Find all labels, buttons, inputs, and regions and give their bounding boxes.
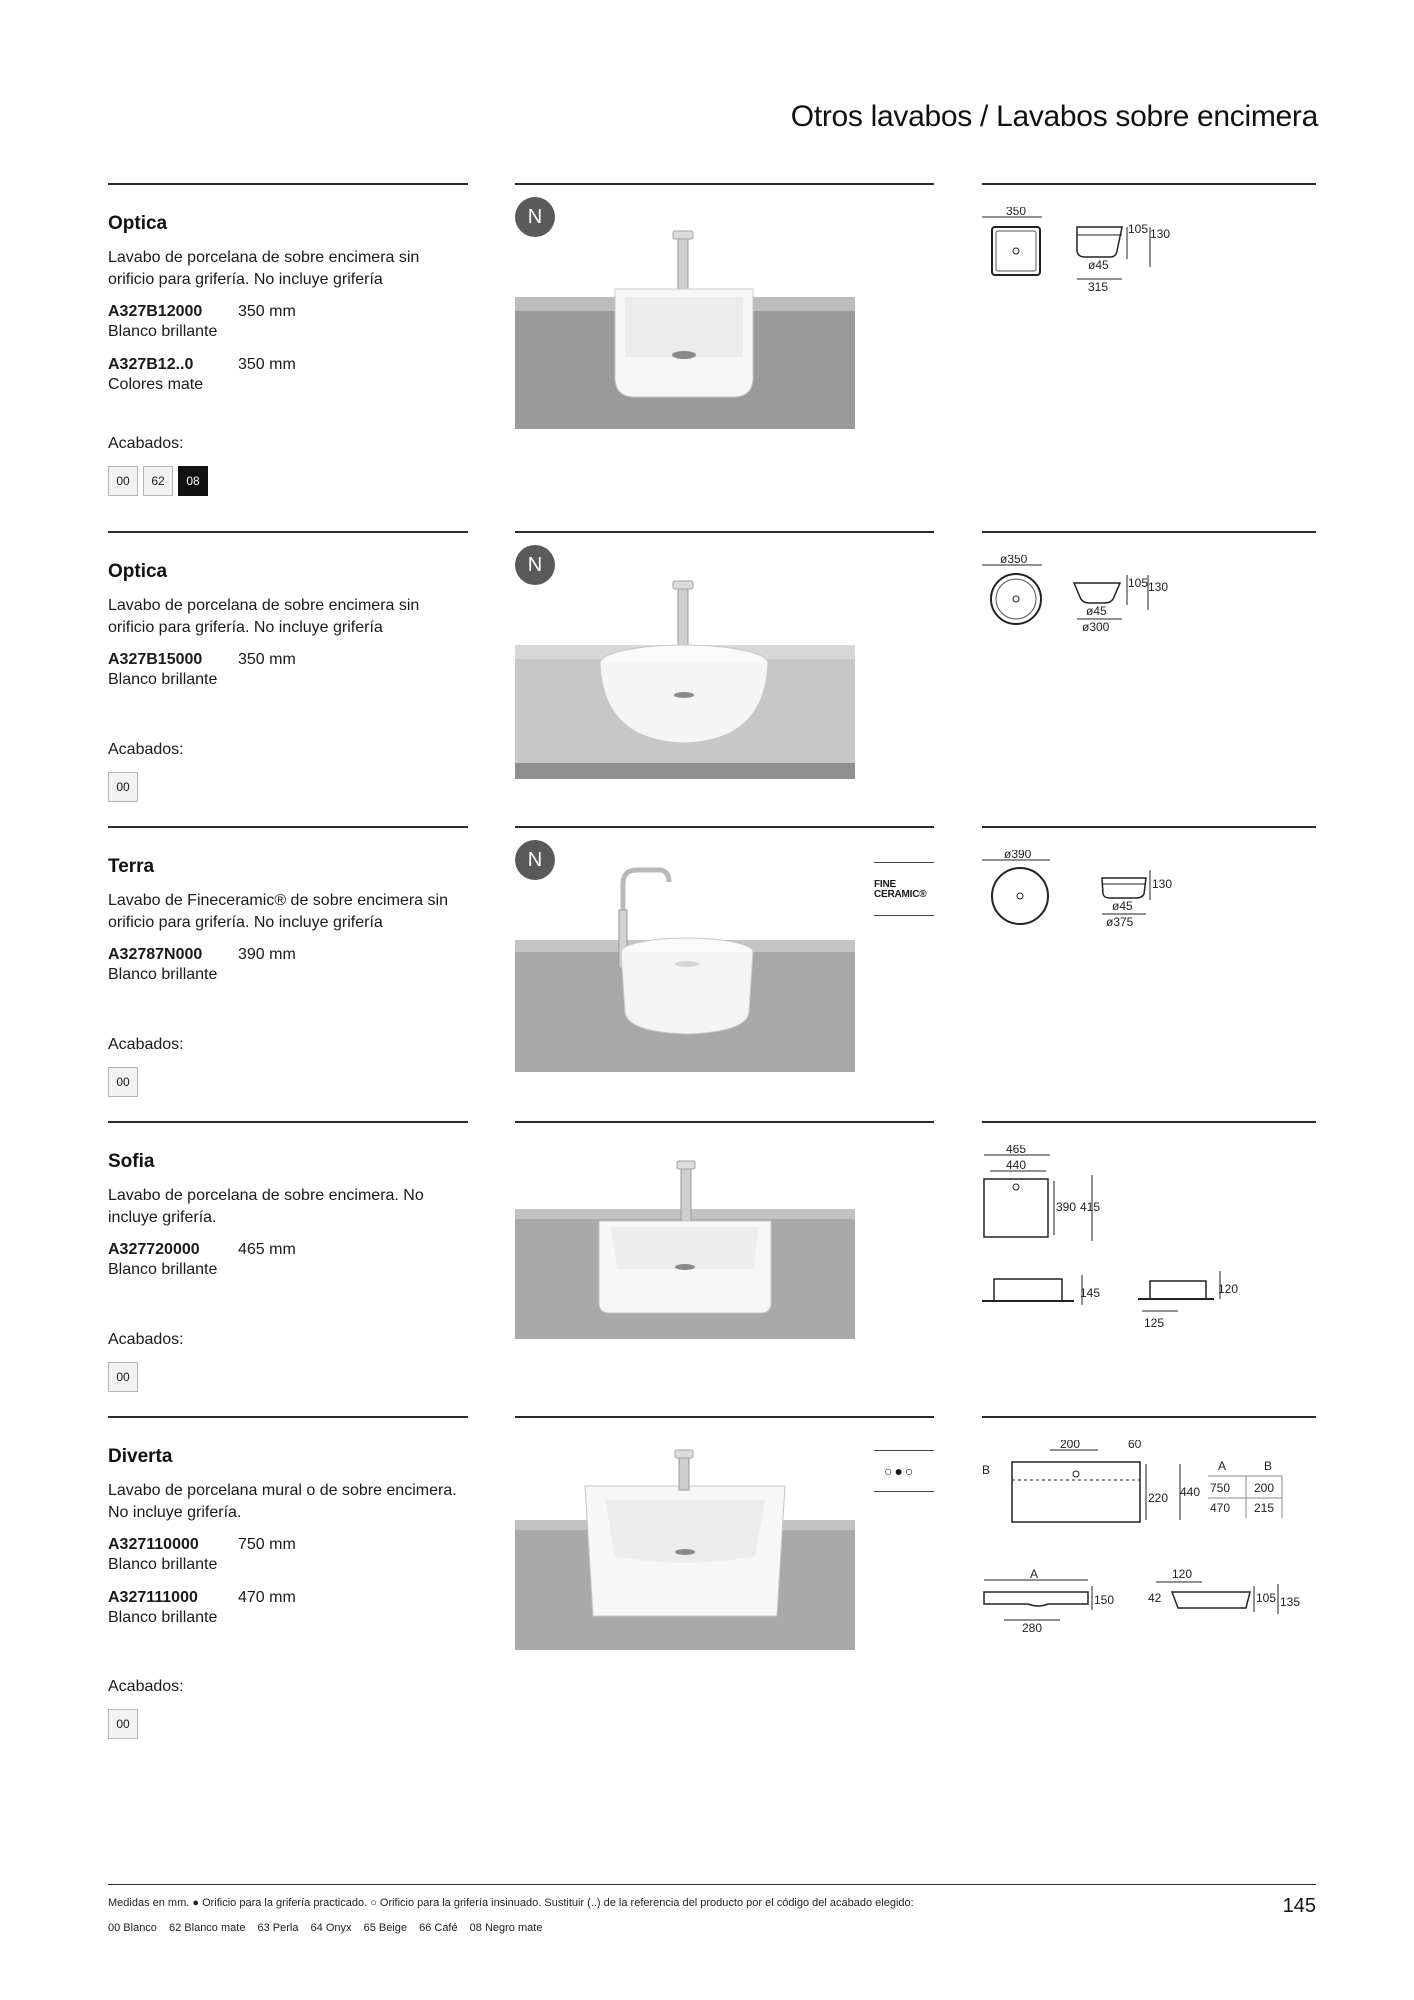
divider: [108, 1416, 468, 1418]
product-code-entry: [108, 1240, 468, 1280]
finish-swatches: [108, 1362, 138, 1392]
finishes-label: Acabados:: [108, 435, 184, 452]
product-finish: Blanco brillante: [108, 1556, 218, 1573]
table-header: A: [1218, 1459, 1227, 1473]
dimension-drawing: [982, 207, 1316, 317]
dim-label: 135: [1280, 1595, 1301, 1609]
product-name: Optica: [108, 213, 168, 234]
product-name: Terra: [108, 856, 155, 877]
product-diverta: [108, 1416, 1316, 1731]
dim-label: 440: [1180, 1485, 1201, 1499]
product-size: 465 mm: [238, 1241, 296, 1258]
finishes-label: Acabados:: [108, 1036, 184, 1053]
divider: [982, 531, 1316, 533]
finishes-label: Acabados:: [108, 1678, 184, 1695]
footer-divider: [108, 1884, 1316, 1885]
divider: [515, 1416, 934, 1418]
product-photo: [515, 1430, 855, 1670]
dim-label: ø45: [1086, 604, 1107, 618]
finish-swatches: [108, 1709, 138, 1739]
finish-swatch: 00: [108, 1067, 138, 1097]
table-header: B: [1264, 1459, 1273, 1473]
finishes-label: Acabados:: [108, 741, 184, 758]
new-badge: N: [515, 840, 555, 880]
divider: [982, 183, 1316, 185]
dim-label: 465: [1006, 1145, 1027, 1156]
table-cell: 215: [1254, 1501, 1275, 1515]
dim-label: A: [1030, 1567, 1039, 1581]
product-optica-square: [108, 183, 1316, 488]
new-badge: N: [515, 197, 555, 237]
finish-swatch: 00: [108, 466, 138, 496]
finish-swatch: 00: [108, 1709, 138, 1739]
footnote: Medidas en mm. ● Orificio para la grifería practicado. ○ Orificio para la grifería insinuado. Sustituir (..) de la referencia del producto por el código del acabado elegido:: [108, 1897, 914, 1909]
page-number: 145: [1282, 1895, 1316, 1917]
product-size: 350 mm: [238, 303, 296, 320]
dim-label: 120: [1218, 1282, 1239, 1296]
finish-legend: [108, 1922, 551, 1934]
legend-item: 08 Negro mate: [469, 1922, 543, 1934]
divider: [108, 1121, 468, 1123]
product-name: Diverta: [108, 1446, 173, 1467]
dim-label: 105: [1256, 1591, 1277, 1605]
product-code: A327110000: [108, 1536, 199, 1553]
dim-label: 415: [1080, 1200, 1101, 1214]
dim-label: 220: [1148, 1491, 1169, 1505]
finish-swatch: 08: [178, 466, 208, 496]
product-photo: [515, 840, 855, 1080]
product-code-entry: [108, 945, 468, 985]
product-code: A327720000: [108, 1241, 200, 1258]
product-description: Lavabo de Fineceramic® de sobre encimera sin orificio para grifería. No incluye grifería: [108, 892, 448, 931]
tag-line: CERAMIC®: [874, 889, 927, 900]
dim-label: 150: [1094, 1593, 1115, 1607]
product-size: 350 mm: [238, 651, 296, 668]
finish-swatches: [108, 772, 138, 802]
dim-label: 440: [1006, 1158, 1027, 1172]
dim-label: 125: [1144, 1316, 1165, 1330]
product-finish: Blanco brillante: [108, 323, 218, 340]
product-finish: Blanco brillante: [108, 1609, 218, 1626]
legend-item: 66 Café: [419, 1922, 458, 1934]
divider: [108, 531, 468, 533]
divider: [515, 826, 934, 828]
product-photo: [515, 197, 855, 437]
product-size: 390 mm: [238, 946, 296, 963]
divider: [515, 183, 934, 185]
tap-hole-tag: [874, 1450, 934, 1492]
dim-label: B: [982, 1463, 991, 1477]
legend-item: 00 Blanco: [108, 1922, 157, 1934]
finish-swatch: 00: [108, 772, 138, 802]
dim-label: 130: [1152, 877, 1173, 891]
dim-label: 130: [1148, 580, 1169, 594]
divider: [874, 1491, 934, 1492]
product-optica-round: [108, 531, 1316, 831]
dim-label: ø390: [1004, 850, 1032, 861]
finish-swatch: 62: [143, 466, 173, 496]
fineceramic-label: [874, 863, 934, 915]
dim-label: 105: [1128, 576, 1149, 590]
product-name: Sofia: [108, 1151, 155, 1172]
table-cell: 200: [1254, 1481, 1275, 1495]
dim-label: 200: [1060, 1440, 1081, 1451]
product-finish: Blanco brillante: [108, 1261, 218, 1278]
dim-label: 105: [1128, 222, 1149, 236]
legend-item: 63 Perla: [257, 1922, 299, 1934]
product-description: Lavabo de porcelana de sobre encimera. No incluye grifería.: [108, 1187, 424, 1226]
product-size: 350 mm: [238, 356, 296, 373]
product-terra: [108, 826, 1316, 1126]
dim-label: 130: [1150, 227, 1171, 241]
divider: [874, 915, 934, 916]
product-sofia: [108, 1121, 1316, 1421]
product-finish: Blanco brillante: [108, 966, 218, 983]
product-code: A327111000: [108, 1589, 198, 1606]
finishes-label: Acabados:: [108, 1331, 184, 1348]
product-code: A327B12..0: [108, 356, 194, 373]
dim-label: 120: [1172, 1567, 1193, 1581]
dimension-drawing: [982, 850, 1316, 960]
dim-label: ø45: [1112, 899, 1133, 913]
page-title: Otros lavabos / Lavabos sobre encimera: [790, 100, 1318, 133]
dim-label: 60: [1128, 1440, 1142, 1451]
dimension-drawing: [982, 1145, 1316, 1345]
product-code: A327B12000: [108, 303, 203, 320]
product-photo: [515, 1135, 855, 1375]
dimension-drawing: [982, 1440, 1316, 1680]
dimension-drawing: [982, 555, 1316, 665]
product-description: Lavabo de porcelana de sobre encimera sin orificio para grifería. No incluye grifería: [108, 597, 420, 636]
product-finish: Blanco brillante: [108, 671, 218, 688]
divider: [108, 826, 468, 828]
product-code-entry: [108, 1588, 468, 1628]
dim-label: 350: [1006, 207, 1027, 218]
product-code: A327B15000: [108, 651, 203, 668]
dim-label: ø45: [1088, 258, 1109, 272]
product-photo: [515, 545, 855, 785]
product-code-entry: [108, 355, 468, 395]
tag-line: FINE: [874, 879, 896, 890]
finish-swatches: [108, 466, 208, 496]
legend-item: 64 Onyx: [310, 1922, 352, 1934]
finish-swatches: [108, 1067, 138, 1097]
product-size: 470 mm: [238, 1589, 296, 1606]
divider: [515, 1121, 934, 1123]
product-description: Lavabo de porcelana de sobre encimera sin orificio para grifería. No incluye grifería: [108, 249, 420, 288]
product-description: Lavabo de porcelana mural o de sobre encimera. No incluye grifería.: [108, 1482, 457, 1521]
tap-hole-symbol: ○●○: [884, 1463, 916, 1479]
legend-item: 65 Beige: [363, 1922, 408, 1934]
table-cell: 750: [1210, 1481, 1231, 1495]
product-size: 750 mm: [238, 1536, 296, 1553]
finish-swatch: 00: [108, 1362, 138, 1392]
fineceramic-tag: [874, 862, 934, 916]
divider: [982, 826, 1316, 828]
dim-label: ø350: [1000, 555, 1028, 566]
product-finish: Colores mate: [108, 376, 204, 393]
product-code: A32787N000: [108, 946, 203, 963]
legend-item: 62 Blanco mate: [169, 1922, 246, 1934]
product-code-entry: [108, 1535, 468, 1575]
product-code-entry: [108, 650, 468, 690]
new-badge: N: [515, 545, 555, 585]
dim-label: 390: [1056, 1200, 1077, 1214]
table-cell: 470: [1210, 1501, 1231, 1515]
dim-label: 145: [1080, 1286, 1101, 1300]
product-name: Optica: [108, 561, 168, 582]
divider: [515, 531, 934, 533]
dim-label: ø300: [1082, 620, 1110, 634]
dim-label: 42: [1148, 1591, 1162, 1605]
divider: [982, 1121, 1316, 1123]
divider: [108, 183, 468, 185]
dim-label: 315: [1088, 280, 1109, 294]
dim-label: 280: [1022, 1621, 1043, 1635]
dim-label: ø375: [1106, 915, 1134, 929]
divider: [982, 1416, 1316, 1418]
product-code-entry: [108, 302, 468, 342]
